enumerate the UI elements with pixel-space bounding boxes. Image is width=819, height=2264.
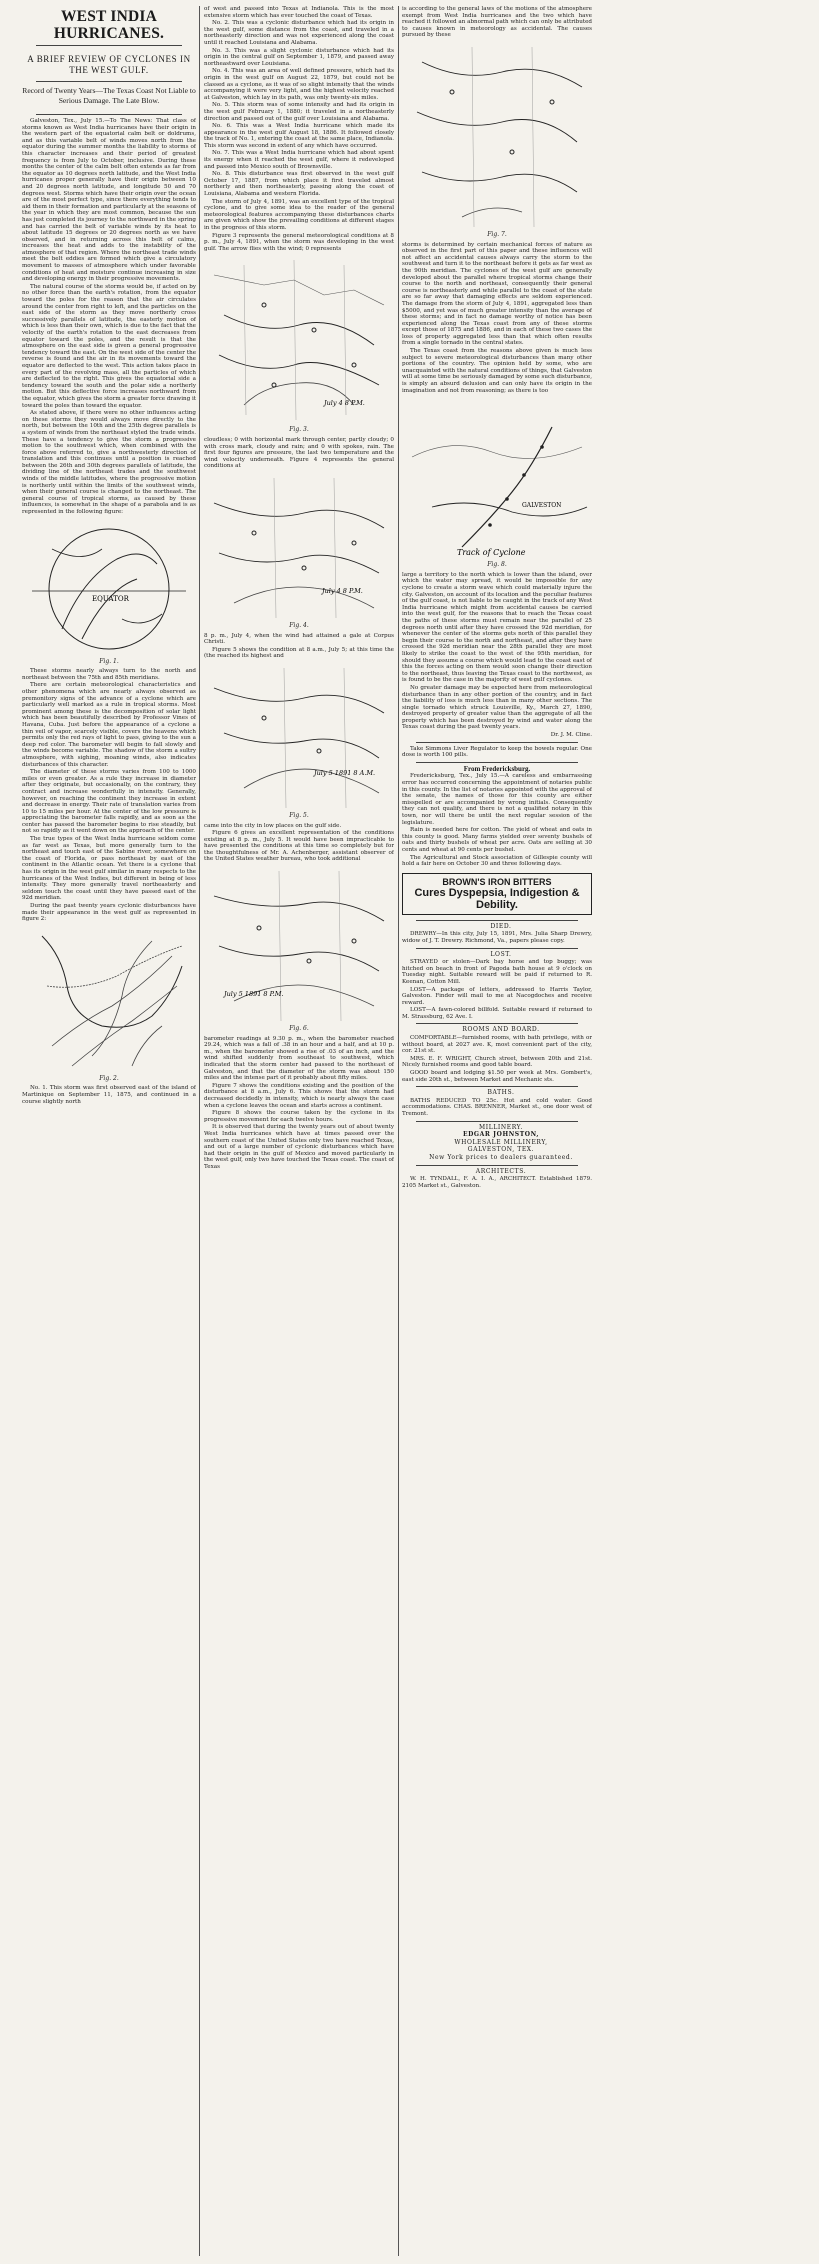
divider <box>416 948 578 949</box>
article-paragraph: The Texas coast from the reasons above given is much less subject to severe meteorological disturbances than many other portions of the country. The opinion held by some, who are unacquainted with the natural conditions of things, that Galveston will at some time be seriously damaged by some such disturbance, is simply an absurd delusion and can only have its origin in the imagination and not from reasoning; as there is too <box>402 348 592 394</box>
classified-item: STRAYED or stolen—Dark bay horse and top buggy; was hitched on beach in front of Pagoda bath house at 9 o'clock on Tuesday night. Suitable reward will be paid if returned to R. Keenan, Cotton Mill. <box>402 959 592 985</box>
article-paragraph: No. 4. This was an area of well defined pressure, which had its origin in the west gulf on August 22, 1879, but could not be classed as a cyclone, as it was of so slight intensity that the winds accompanying it were very light, and the highest velocity reached at Galveston, which lay in its path, was only twenty-six miles. <box>204 68 394 101</box>
article-paragraph: The diameter of these storms varies from 100 to 1000 miles or even greater. As a rule they increase in diameter after they originate, but occasionally, on the contrary, they contract and increase wonderfully in intensity. Generally, however, on reaching the continent they increase in extent and decrease in energy. Their rate of translation varies from 10 to 15 miles per hour. At the center of the low pressure is appreciating the barometer falls rapidly, and as soon as the center has passed the barometer begins to rise steadily, but not so rapidly as it went down on the approach of the center. <box>22 769 196 835</box>
died-heading: DIED. <box>490 922 512 930</box>
figure-4-caption: Fig. 4. <box>289 621 309 629</box>
figure-1-caption: Fig. 1. <box>99 657 119 665</box>
article-paragraph: It is observed that during the twenty years out of about twenty West India hurricanes which have at times passed over the southern coast of the United States only two have reached Texas, and out of a large number of cyclonic disturbances which have had their origin in the gulf of Mexico and moved particularly in the west gulf, only two have touched the Texas coast. The coast of Texas <box>204 1124 394 1170</box>
divider <box>416 762 578 763</box>
article-paragraph: During the past twenty years cyclonic disturbances have made their appearance in the west gulf as represented in figure 2: <box>22 903 196 923</box>
figure-6-caption: Fig. 6. <box>289 1025 309 1033</box>
article-paragraph: No. 6. This was a West India hurricane which made its appearance in the west gulf August 18, 1886. It followed closely the track of No. 1, entering the coast at the same place, Indianola. This storm was second in extent of any which have occurred. <box>204 123 394 149</box>
classified-item: W. H. TYNDALL, F. A. I. A., ARCHITECT. Established 1879. 2105 Market st., Galveston. <box>402 1176 592 1189</box>
article-paragraph: of west and passed into Texas at Indianola. This is the most extensive storm which has ever touched the coast of Texas. <box>204 6 394 19</box>
figure-4 <box>204 473 394 630</box>
figure-3-label: July 4 8 P.M. <box>324 399 365 408</box>
figure-7 <box>402 42 592 239</box>
deck: Record of Twenty Years—The Texas Coast Not Liable to Serious Damage. The Late Blow. <box>22 86 196 105</box>
figure-5-caption: Fig. 5. <box>289 811 309 819</box>
article-paragraph: No. 7. This was a West India hurricane which had about spent its energy when it reached the west gulf, where it redeveloped and passed into Mexico south of Brownsville. <box>204 150 394 170</box>
subheadline: A BRIEF REVIEW OF CYCLONES IN THE WEST GULF. <box>27 54 191 75</box>
figure-7-caption: Fig. 7. <box>487 230 507 238</box>
rooms-heading: ROOMS AND BOARD. <box>462 1026 540 1034</box>
divider <box>36 114 182 115</box>
article-paragraph: There are certain meteorological characteristics and other phenomena which are nearly always observed as premonitory signs of the advance of a cyclone which are particularly well marked as a rule in tropical storms. Most prominent among these is the decomposition of solar light which has been beautifully described by Professor Vines of Havana, Cuba. Just before the appearance of a cyclone a thin veil of vapor, scarcely visible, covers the heavens which permits only the red rays of light to pass, giving to the sun a deep red color. The barometer will begin to fall slowly and the winds become variable. The shadow of the storm a sultry atmosphere, with sighing, moaning winds, also indicates disturbances of this character. <box>22 682 196 768</box>
millinery-city: GALVESTON, TEX. <box>467 1146 535 1154</box>
millinery-note: New York prices to dealers guaranteed. <box>429 1153 573 1161</box>
classified-item: COMFORTABLE—furnished rooms, with bath privilege, with or without board, at 2027 ave. K, most convenient part of the city, cor. 21st st. <box>402 1035 592 1055</box>
article-paragraph: Figure 8 shows the course taken by the cyclone in its progressive movement for each twelve hours. <box>204 1110 394 1123</box>
figure-5-weather-map <box>204 663 394 813</box>
millinery-sub: WHOLESALE MILLINERY, <box>454 1138 548 1146</box>
classified-item: GOOD board and lodging $1.50 per week at Mrs. Gombert's, east side 20th st., between Market and Mechanic sts. <box>402 1070 592 1083</box>
article-paragraph: No. 1. This storm was first observed east of the island of Martinique on September 11, 1875, and continued in a course slightly north <box>22 1085 196 1105</box>
article-paragraph: As stated above, if there were no other influences acting on these storms they would always move directly to the north, but between the 10th and the 25th degree parallels is a system of winds from the northeast styled the trade winds. These have a tendency to give the storm a progressive motion to the southwest which, when combined with the force above referred to, give a northwesterly direction of translation and this continues until a position is reached between the 26th and 30th degrees parallels of latitude, the dividing line of the northeast trades and the southwest winds of the middle latitudes, where the progressive motion is northerly until within the limits of the southwest winds, when their general course is changed to the northeast. The general course of tropical storms, as caused by these influences, is somewhat in the shape of a parabola and is as represented in the following figure: <box>22 410 196 516</box>
article-paragraph: No. 5. This storm was of some intensity and had its origin in the west gulf February 1, 1880; it traveled in a northeasterly direction and passed out of the gulf over Louisiana and Alabama. <box>204 102 394 122</box>
bitters-title: BROWN'S IRON BITTERS <box>442 876 552 887</box>
divider <box>36 81 182 82</box>
divider <box>416 1086 578 1087</box>
article-paragraph: No. 2. This was a cyclonic disturbance which had its origin in the west gulf, some distance from the coast, and traveled in a northeasterly direction and was not experienced along the coast until it reached Louisiana and Alabama. <box>204 20 394 46</box>
column-3 <box>402 6 592 2256</box>
figure-8 <box>402 397 592 569</box>
column-rule <box>199 6 200 2256</box>
millinery-name: EDGAR JOHNSTON, <box>462 1131 540 1139</box>
figure-3-caption: Fig. 3. <box>289 426 309 434</box>
architects-heading: ARCHITECTS. <box>475 1167 527 1175</box>
divider <box>36 45 182 46</box>
column-1 <box>22 6 196 2256</box>
article-paragraph: No. 3. This was a slight cyclonic disturbance which had its origin in the central gulf on September 1, 1879, and passed away northeastward over Louisiana. <box>204 47 394 67</box>
lost-heading: LOST. <box>490 950 512 958</box>
figure-5-label: July 5 1891 8 A.M. <box>314 768 376 777</box>
figure-3 <box>204 255 394 434</box>
figure-6-weather-map <box>204 866 394 1026</box>
figure-4-weather-map <box>204 473 394 623</box>
figure-8-track-map <box>402 397 592 562</box>
figure-6 <box>204 866 394 1033</box>
headline: WEST INDIA HURRICANES. <box>53 8 165 42</box>
article-paragraph: Figure 6 gives an excellent representation of the conditions existing at 8 p. m., July 5. It would have been impracticable to have presented the conditions at this time so completely but for the thoughtfulness of Mr. A. Achenberger, assistant observer of the United States weather bureau, who took additional <box>204 830 394 863</box>
figure-1-diagram <box>22 519 196 659</box>
article-paragraph: Figure 3 represents the general meteorological conditions at 8 p. m., July 4, 1891, when the storm was developing in the west gulf. The arrow flies with the wind; 0 represents <box>204 232 394 252</box>
classified-item: LOST—A fawn-colored billfold. Suitable reward if returned to M. Strassburg, 62 Ave. I. <box>402 1007 592 1020</box>
article-paragraph: Figure 7 shows the conditions existing and the position of the disturbance at 8 a.m., July 6. This shows that the storm had decreased decidedly in intensity, which is nearly always the case when a cyclone leaves the ocean and starts across a continent. <box>204 1082 394 1109</box>
millinery-heading: MILLINERY. <box>479 1123 523 1131</box>
article-paragraph: storms is determined by certain mechanical forces of nature as observed in the first part of this paper and these influences will not affect an accidental causes always carry the storm to the southwest and turn it to the northeast before it gets as far west as the 90th meridian. The cyclones of the west gulf are generally developed about the parallel where tropical storms change their course to the north and northeast, consequently their general course is northeasterly and while parallel to the coast of the state are so far away that damaging effects are seldom experienced. The damage from the storm of July 4, 1891, aggregated less than $5000, and yet was of much greater intensity than the average of these storms; and in fact no damage worthy of notice has been experienced along the Texas coast from any of these storms except those of 1875 and 1886, and in each of these two cases the loss of property aggregated less than that which often results from a single tornado in the central states. <box>402 241 592 347</box>
baths-heading: BATHS. <box>487 1089 515 1097</box>
column-2 <box>204 6 394 2256</box>
figure-8-caption: Fig. 8. <box>487 561 507 569</box>
article-paragraph: is according to the general laws of the motions of the atmosphere exempt from West India hurricanes and the two which have reached it followed an abnormal path which can only be attributed to causes known in meteorology as accidental. The causes pursued by these <box>402 6 592 39</box>
figure-8-label: Track of Cyclone <box>457 548 526 558</box>
equator-label: EQUATOR <box>92 594 129 603</box>
signature: Dr. J. M. Cline. <box>550 732 592 739</box>
figure-1 <box>22 519 196 666</box>
divider <box>416 742 578 743</box>
divider <box>416 1023 578 1024</box>
figure-2-caption: Fig. 2. <box>99 1074 119 1082</box>
classified-item: BATHS REDUCED TO 25c. Hot and cold water. Good accommodations. CHAS. BRENNER, Market st., one door west of Tremont. <box>402 1097 592 1117</box>
divider <box>416 920 578 921</box>
figure-4-label: July 4 8 P.M. <box>322 586 363 595</box>
article-paragraph: cloudless; 0 with horizontal mark through center, partly cloudy; 0 with cross mark, cloudy and rain; and 0 with spokes, rain. The first four figures are pressure, the last two temperature and the wind velocity underneath. Figure 4 represents the general conditions at <box>204 436 394 470</box>
figure-2-map <box>22 926 196 1076</box>
figure-7-weather-map <box>402 42 592 232</box>
figure-5 <box>204 663 394 820</box>
figure-6-label: July 5 1891 8 P.M. <box>224 990 284 999</box>
article-paragraph: The true types of the West India hurricane seldom come as far west as Texas, but more generally turn to the northeast and touch east of the Sabine river, somewhere on the coast of Florida, or pass northeast by east of the continent in the Atlantic ocean. Yet there is a cyclone that has its origin in the west gulf similar in many respects to the hurricanes of the West Indies, but different in being of less intensity. They more generally travel northeasterly and seldom touch the coast until they have passed east of the 92d meridian. <box>22 836 196 902</box>
article-paragraph: Rain is needed here for cotton. The yield of wheat and oats in this county is good. Many farms yielded over seventy bushels of oats and thirty bushels of wheat per acre. Oats are selling at 30 cents and wheat at 90 cents per bushel. <box>402 827 592 853</box>
article-paragraph: No greater damage may be expected here from meteorological disturbance than in any other portion of the country, and in fact the liability of loss is much less than in many other sections. The single tornado which struck Louisville, Ky., March 27, 1890, destroyed property of greater value than the aggregate of all the property which has been destroyed by wind and water along the Texas coast during the past twenty years. <box>402 684 592 731</box>
divider <box>416 1165 578 1166</box>
article-paragraph: Fredericksburg, Tex., July 15.—A careless and embarrassing error has occurred concerning the appointment of notaries public in this county. In the list of notaries appointed with the approval of the senate, the names of those for this county are either misspelled or are accompanied by wrong initials. Consequently they can not qualify, and there is not a qualified notary in this town, nor will there be until the next regular session of the legislature. <box>402 773 592 826</box>
article-paragraph: Galveston, Tex., July 15.—To The News: That class of storms known as West India hurricanes have their origin in the western part of the equatorial calm belt or doldrums, and as this variable belt of winds moves north from the equator during the summer months the liability to storms of this character increases and their period of greatest frequency is from July to October, inclusive. During these months the center of the calm belt often extends as far from the equator as 10 degrees north latitude, and the West India hurricanes proper generally have their origin between 10 and 20 degrees north latitude, and longitude 50 and 70 degrees west. Storms which have their origin over the ocean are of the most perfect type, since there everything tends to aid them in their formation and particularly at the seasons of the year in which they are most common, because the sun has just completed its journey to the northward in the spring and has carried the belt of variable winds by its heat to about latitude 15 degrees or 20 degrees north as we have observed, and in returning across this belt of calms, increases the heat and adds to the instability of the atmosphere of that region. Where the northeast trade winds meet the belt eddies are formed which give a circulatory movement to masses of atmosphere which under favorable conditions of heat and moisture continue increasing in size and developing energy in their progressive movements. <box>22 118 196 283</box>
column-rule <box>398 6 399 2256</box>
died-notice: DREWRY—In this city, July 15, 1891, Mrs. Julia Sharp Drewry, widow of J. T. Drewry. Richmond, Va., papers please copy. <box>402 931 592 944</box>
figure-2 <box>22 926 196 1083</box>
article-paragraph: came into the city in low places on the gulf side. <box>204 822 342 829</box>
article-paragraph: The natural course of the storms would be, if acted on by no other force than the earth's rotation, from the equator toward the poles for the reason that the air circulates around the center from right to left, and the particles on the east side of the storm as they move northerly cross successively parallels of latitude, the easterly motion of which is less than their own, which is due to the fact that the velocity of the earth's rotation to the east decreases from equator toward the poles, and the result is that the atmosphere on the east side is given a general progressive tendency toward the east. On the west side of the center the reverse is found and the air in its movements toward the equator are deflected to the west. This action takes place in every part of the revolving mass, all the particles of which are deflected to the right. This gives the equatorial side a tendency toward the south and the polar side a northerly motion. But this deflective force increases northward from the equator, which gives the storm a greater force drawing it toward the poles than toward the equator. <box>22 283 196 409</box>
article-paragraph: No. 8. This disturbance was first observed in the west gulf October 17, 1887, from which place it first traveled almost northerly and then northeasterly, passing along the coast of Louisiana, Alabama and western Florida. <box>204 171 394 198</box>
bitters-advertisement <box>402 873 592 915</box>
galveston-label: GALVESTON <box>522 502 562 510</box>
article-paragraph: The Agricultural and Stock association of Gillespie county will hold a fair here on October 30 and three following days. <box>402 854 592 868</box>
article-paragraph: The storm of July 4, 1891, was an excellent type of the tropical cyclone, and to give some idea to the reader of the general meteorological features accompanying these disturbances charts are given which show the prevailing conditions at different stages in the progress of this storm. <box>204 198 394 231</box>
article-paragraph: Figure 5 shows the condition at 8 a.m., July 5; at this time the (the reached its highest and <box>204 646 394 660</box>
advertisement: Take Simmons Liver Regulator to keep the bowels regular. One dose is worth 100 pills. <box>402 745 592 759</box>
article-paragraph: These storms nearly always turn to the north and northeast between the 75th and 85th meridians. <box>22 668 196 681</box>
classified-item: MRS. E. F. WRIGHT, Church street, between 20th and 21st. Nicely furnished rooms and good table board. <box>402 1055 592 1069</box>
figure-3-weather-map <box>204 255 394 427</box>
section-heading: From Fredericksburg. <box>463 764 531 773</box>
divider <box>416 1121 578 1122</box>
classified-item: LOST—A package of letters, addressed to Harris Taylor, Galveston. Finder will mail to me at Nacogdoches and receive reward. <box>402 986 592 1006</box>
bitters-slogan: Cures Dyspepsia, Indigestion & Debility. <box>414 886 580 911</box>
article-paragraph: barometer readings at 9.30 p. m., when the barometer reached 29.24, which was a fall of .38 in an hour and a half, and at 10 p. m., when the barometer showed a rise of .03 of an inch, and the wind shifted suddenly from southeast to southwest, which indicated that the storm center had passed to the northeast of Galveston, and that the diameter of the storm was about 150 miles and the intense part of it probably about fifty miles. <box>204 1035 394 1082</box>
article-paragraph: large a territory to the north which is lower than the island, over which the water may spread, it would be impossible for any cyclone to create a storm wave which could materially injure the city. Galveston, on account of its location and the peculiar features of the gulf coast, is not liable to be caught in the track of any West India hurricane which might from accidental causes be carried into the west gulf, for the reasons that to reach the Texas coast the paths of these storms must remain near the parallel of 25 degrees north until after they have crossed the 92d meridian, for whenever the center of the storms gets north of this parallel they begin their course to the north and northeast, and after they have crossed the 92d meridian near the 28th parallel they are most likely to strike the coast to the west of the 95th meridian, for should they assume a course which would lead to the coast east of this the forces acting on them would soon change their direction to the northeast, thus leaving the Texas coast to the northwest, as is found to be the case in the majority of west gulf cyclones. <box>402 571 592 684</box>
article-paragraph: 8 p. m., July 4, when the wind had attained a gale at Corpus Christi. <box>204 632 394 646</box>
